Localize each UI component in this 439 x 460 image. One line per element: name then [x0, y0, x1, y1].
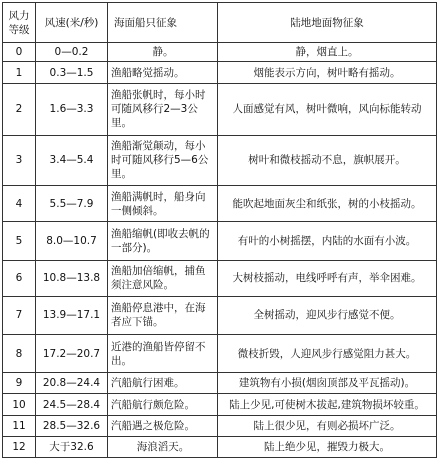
cell-level: 10 [3, 394, 36, 415]
cell-sea: 静。 [108, 43, 218, 62]
table-row [3, 62, 437, 84]
cell-land: 微枝折毁，人迎风步行感觉阻力甚大。 [218, 335, 437, 373]
cell-land: 有叶的小树摇摆，内陆的水面有小波。 [218, 222, 437, 260]
cell-speed: 20.8—24.4 [36, 373, 108, 394]
table-row [3, 373, 437, 394]
table-row [3, 415, 437, 436]
cell-land: 陆上少见,可使树木拔起,建筑物损坏较重。 [218, 394, 437, 415]
cell-speed: 0—0.2 [36, 43, 108, 62]
cell-speed: 13.9—17.1 [36, 296, 108, 334]
cell-sea: 渔船渐觉颠动，每小时可随风移行5—6公里。 [108, 135, 218, 185]
cell-level: 6 [3, 260, 36, 296]
cell-land: 大树枝摇动，电线呼呼有声，举伞困难。 [218, 260, 437, 296]
cell-level: 5 [3, 222, 36, 260]
cell-sea: 渔船停息港中，在海者应下锚。 [108, 296, 218, 334]
cell-land: 能吹起地面灰尘和纸张，树的小枝摇动。 [218, 186, 437, 222]
cell-level: 0 [3, 43, 36, 62]
cell-sea: 海浪滔天。 [108, 436, 218, 457]
cell-level: 12 [3, 436, 36, 457]
cell-sea: 渔船满帆时，船身向一侧倾斜。 [108, 186, 218, 222]
cell-speed: 0.3—1.5 [36, 62, 108, 84]
table-row [3, 186, 437, 222]
table-row [3, 436, 437, 457]
cell-sea: 汽船航行颇危险。 [108, 394, 218, 415]
cell-sea: 汽船遇之极危险。 [108, 415, 218, 436]
cell-speed: 10.8—13.8 [36, 260, 108, 296]
cell-sea: 渔船张帆时，每小时可随风移行2—3公里。 [108, 84, 218, 135]
wind-scale-table [2, 2, 437, 458]
cell-land: 全树摇动，迎风步行感觉不便。 [218, 296, 437, 334]
cell-speed: 大于32.6 [36, 436, 108, 457]
table-row [3, 43, 437, 62]
cell-sea: 渔船加倍缩帆，捕鱼须注意风险。 [108, 260, 218, 296]
table-row [3, 296, 437, 334]
cell-speed: 3.4—5.4 [36, 135, 108, 185]
cell-sea: 汽船航行困难。 [108, 373, 218, 394]
cell-sea: 渔船略觉摇动。 [108, 62, 218, 84]
cell-speed: 28.5—32.6 [36, 415, 108, 436]
cell-land: 陆上很少见，有则必损坏广泛。 [218, 415, 437, 436]
cell-level: 3 [3, 135, 36, 185]
cell-level: 2 [3, 84, 36, 135]
header-land: 陆地地面物征象 [218, 3, 437, 43]
table-row [3, 222, 437, 260]
cell-level: 7 [3, 296, 36, 334]
table-row [3, 394, 437, 415]
cell-level: 8 [3, 335, 36, 373]
table-row [3, 84, 437, 135]
cell-land: 陆上绝少见，摧毁力极大。 [218, 436, 437, 457]
cell-speed: 24.5—28.4 [36, 394, 108, 415]
cell-level: 9 [3, 373, 36, 394]
cell-speed: 8.0—10.7 [36, 222, 108, 260]
table-row [3, 135, 437, 185]
cell-sea: 近港的渔船皆停留不出。 [108, 335, 218, 373]
cell-speed: 17.2—20.7 [36, 335, 108, 373]
cell-land: 树叶和微枝摇动不息，旗帜展开。 [218, 135, 437, 185]
cell-level: 11 [3, 415, 36, 436]
cell-land: 建筑物有小损(烟囱顶部及平瓦摇动)。 [218, 373, 437, 394]
header-level: 风力等级 [3, 3, 36, 43]
table-row [3, 335, 437, 373]
cell-land: 人面感觉有风，树叶微响，风向标能转动 [218, 84, 437, 135]
cell-land: 烟能表示方向，树叶略有摇动。 [218, 62, 437, 84]
header-speed: 风速(米/秒) [36, 3, 108, 43]
cell-sea: 渔船缩帆(即收去帆的一部分)。 [108, 222, 218, 260]
header-sea: 海面船只征象 [108, 3, 218, 43]
table-row [3, 260, 437, 296]
table-header-row [3, 3, 437, 43]
cell-level: 4 [3, 186, 36, 222]
cell-level: 1 [3, 62, 36, 84]
cell-speed: 1.6—3.3 [36, 84, 108, 135]
cell-speed: 5.5—7.9 [36, 186, 108, 222]
cell-land: 静，烟直上。 [218, 43, 437, 62]
